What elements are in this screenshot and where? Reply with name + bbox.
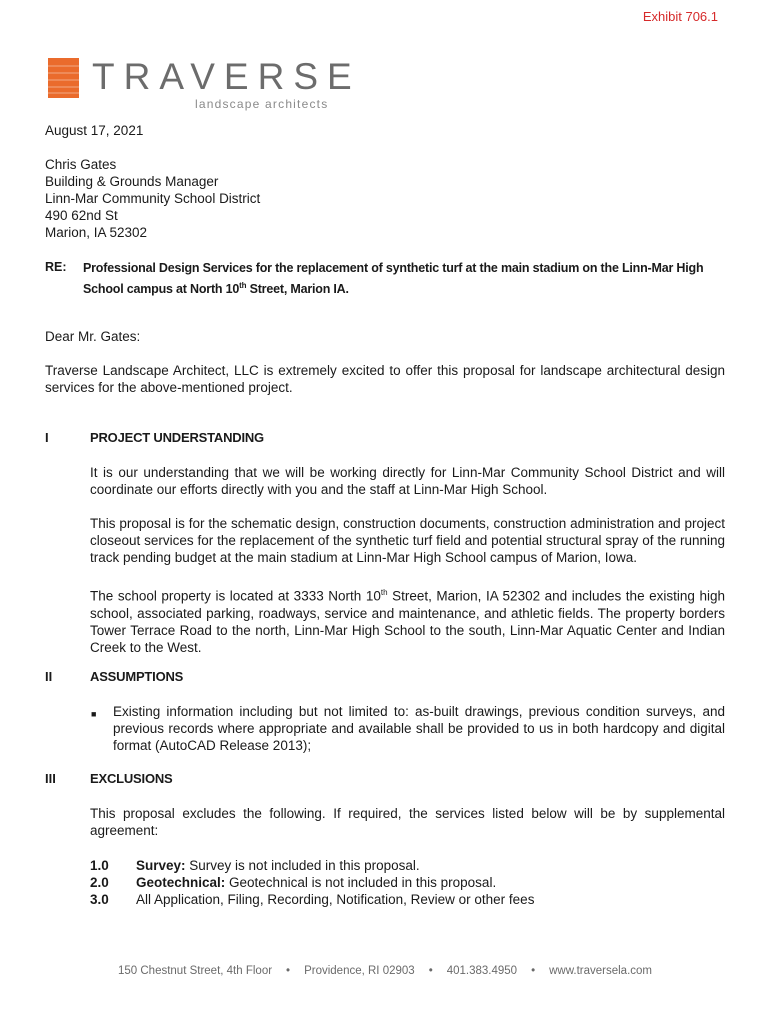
section-3-title: EXCLUSIONS xyxy=(90,771,173,786)
intro-paragraph: Traverse Landscape Architect, LLC is extremely excited to offer this proposal for landscape architectural design services for the above-mentioned project. xyxy=(45,363,725,395)
re-line-1: Professional Design Services for the replacement of synthetic turf at the main stadium on the Linn-Mar High xyxy=(83,261,704,275)
traverse-logo-icon xyxy=(48,58,79,98)
section-3-number: III xyxy=(45,771,56,786)
footer-street: 150 Chestnut Street, 4th Floor xyxy=(117,965,273,977)
exclusion-3: All Application, Filing, Recording, Notification, Review or other fees xyxy=(136,892,535,907)
re-line-2: School campus at North 10th Street, Marion IA. xyxy=(83,281,349,297)
recipient-name: Chris Gates xyxy=(45,157,117,172)
re-label: RE: xyxy=(45,260,67,274)
footer-phone: 401.383.4950 xyxy=(446,965,518,977)
section-1-paragraph-2: This proposal is for the schematic design, construction documents, construction administration and project closeout services for the replacement of the synthetic turf field and potential structural spray of the running track pending budget at the main stadium at Linn-Mar High School campus of Marion, Iowa. xyxy=(90,516,725,565)
recipient-org: Linn-Mar Community School District xyxy=(45,191,261,206)
section-2-number: II xyxy=(45,669,53,684)
exclusion-2-number: 2.0 xyxy=(90,875,109,890)
recipient-city: Marion, IA 52302 xyxy=(45,225,148,240)
section-1-title: PROJECT UNDERSTANDING xyxy=(90,430,264,445)
exclusion-1: Survey: Survey is not included in this proposal. xyxy=(136,858,420,873)
exclusion-2: Geotechnical: Geotechnical is not included in this proposal. xyxy=(136,875,497,890)
footer-city: Providence, RI 02903 xyxy=(304,965,415,977)
section-1-number: I xyxy=(45,430,49,445)
recipient-street: 490 62nd St xyxy=(45,208,118,223)
letter-date: August 17, 2021 xyxy=(45,123,144,138)
footer-website: www.traversela.com xyxy=(549,965,652,977)
salutation: Dear Mr. Gates: xyxy=(45,329,141,344)
re-subject xyxy=(83,260,728,298)
section-1-paragraph-1: It is our understanding that we will be working directly for Linn-Mar Community School District and will coordinate our efforts directly with you and the staff at Linn-Mar High School. xyxy=(90,465,725,497)
brand-name: TRAVERSE xyxy=(92,56,361,97)
brand-tagline: landscape architects xyxy=(195,97,329,111)
section-1-paragraph-3: The school property is located at 3333 North 10th Street, Marion, IA 52302 and includes the existing high school, associated parking, roadways, service and maintenance, and athletic fields. The property borders Tower Terrace Road to the north, Linn-Mar High School to the south, Linn-Mar Aquatic Center and Indian Creek to the West. xyxy=(90,588,725,655)
section-2-title: ASSUMPTIONS xyxy=(90,669,184,684)
exhibit-label: Exhibit 706.1 xyxy=(642,9,718,24)
recipient-address xyxy=(45,156,260,241)
assumption-item: Existing information including but not limited to: as-built drawings, previous condition surveys, and previous records where appropriate and available shall be provided to us in both hardcopy and digital format (AutoCAD Release 2013); xyxy=(113,704,725,753)
recipient-title: Building & Grounds Manager xyxy=(45,174,219,189)
exclusion-3-number: 3.0 xyxy=(90,892,109,907)
exclusions-intro: This proposal excludes the following. If required, the services listed below will be by supplemental agreement: xyxy=(90,806,725,838)
bullet-icon: ■ xyxy=(91,709,97,719)
footer: 150 Chestnut Street, 4th Floor • Providence, RI 02903 • 401.383.4950 • www.traversela.com xyxy=(117,965,652,977)
exclusion-1-number: 1.0 xyxy=(90,858,109,873)
